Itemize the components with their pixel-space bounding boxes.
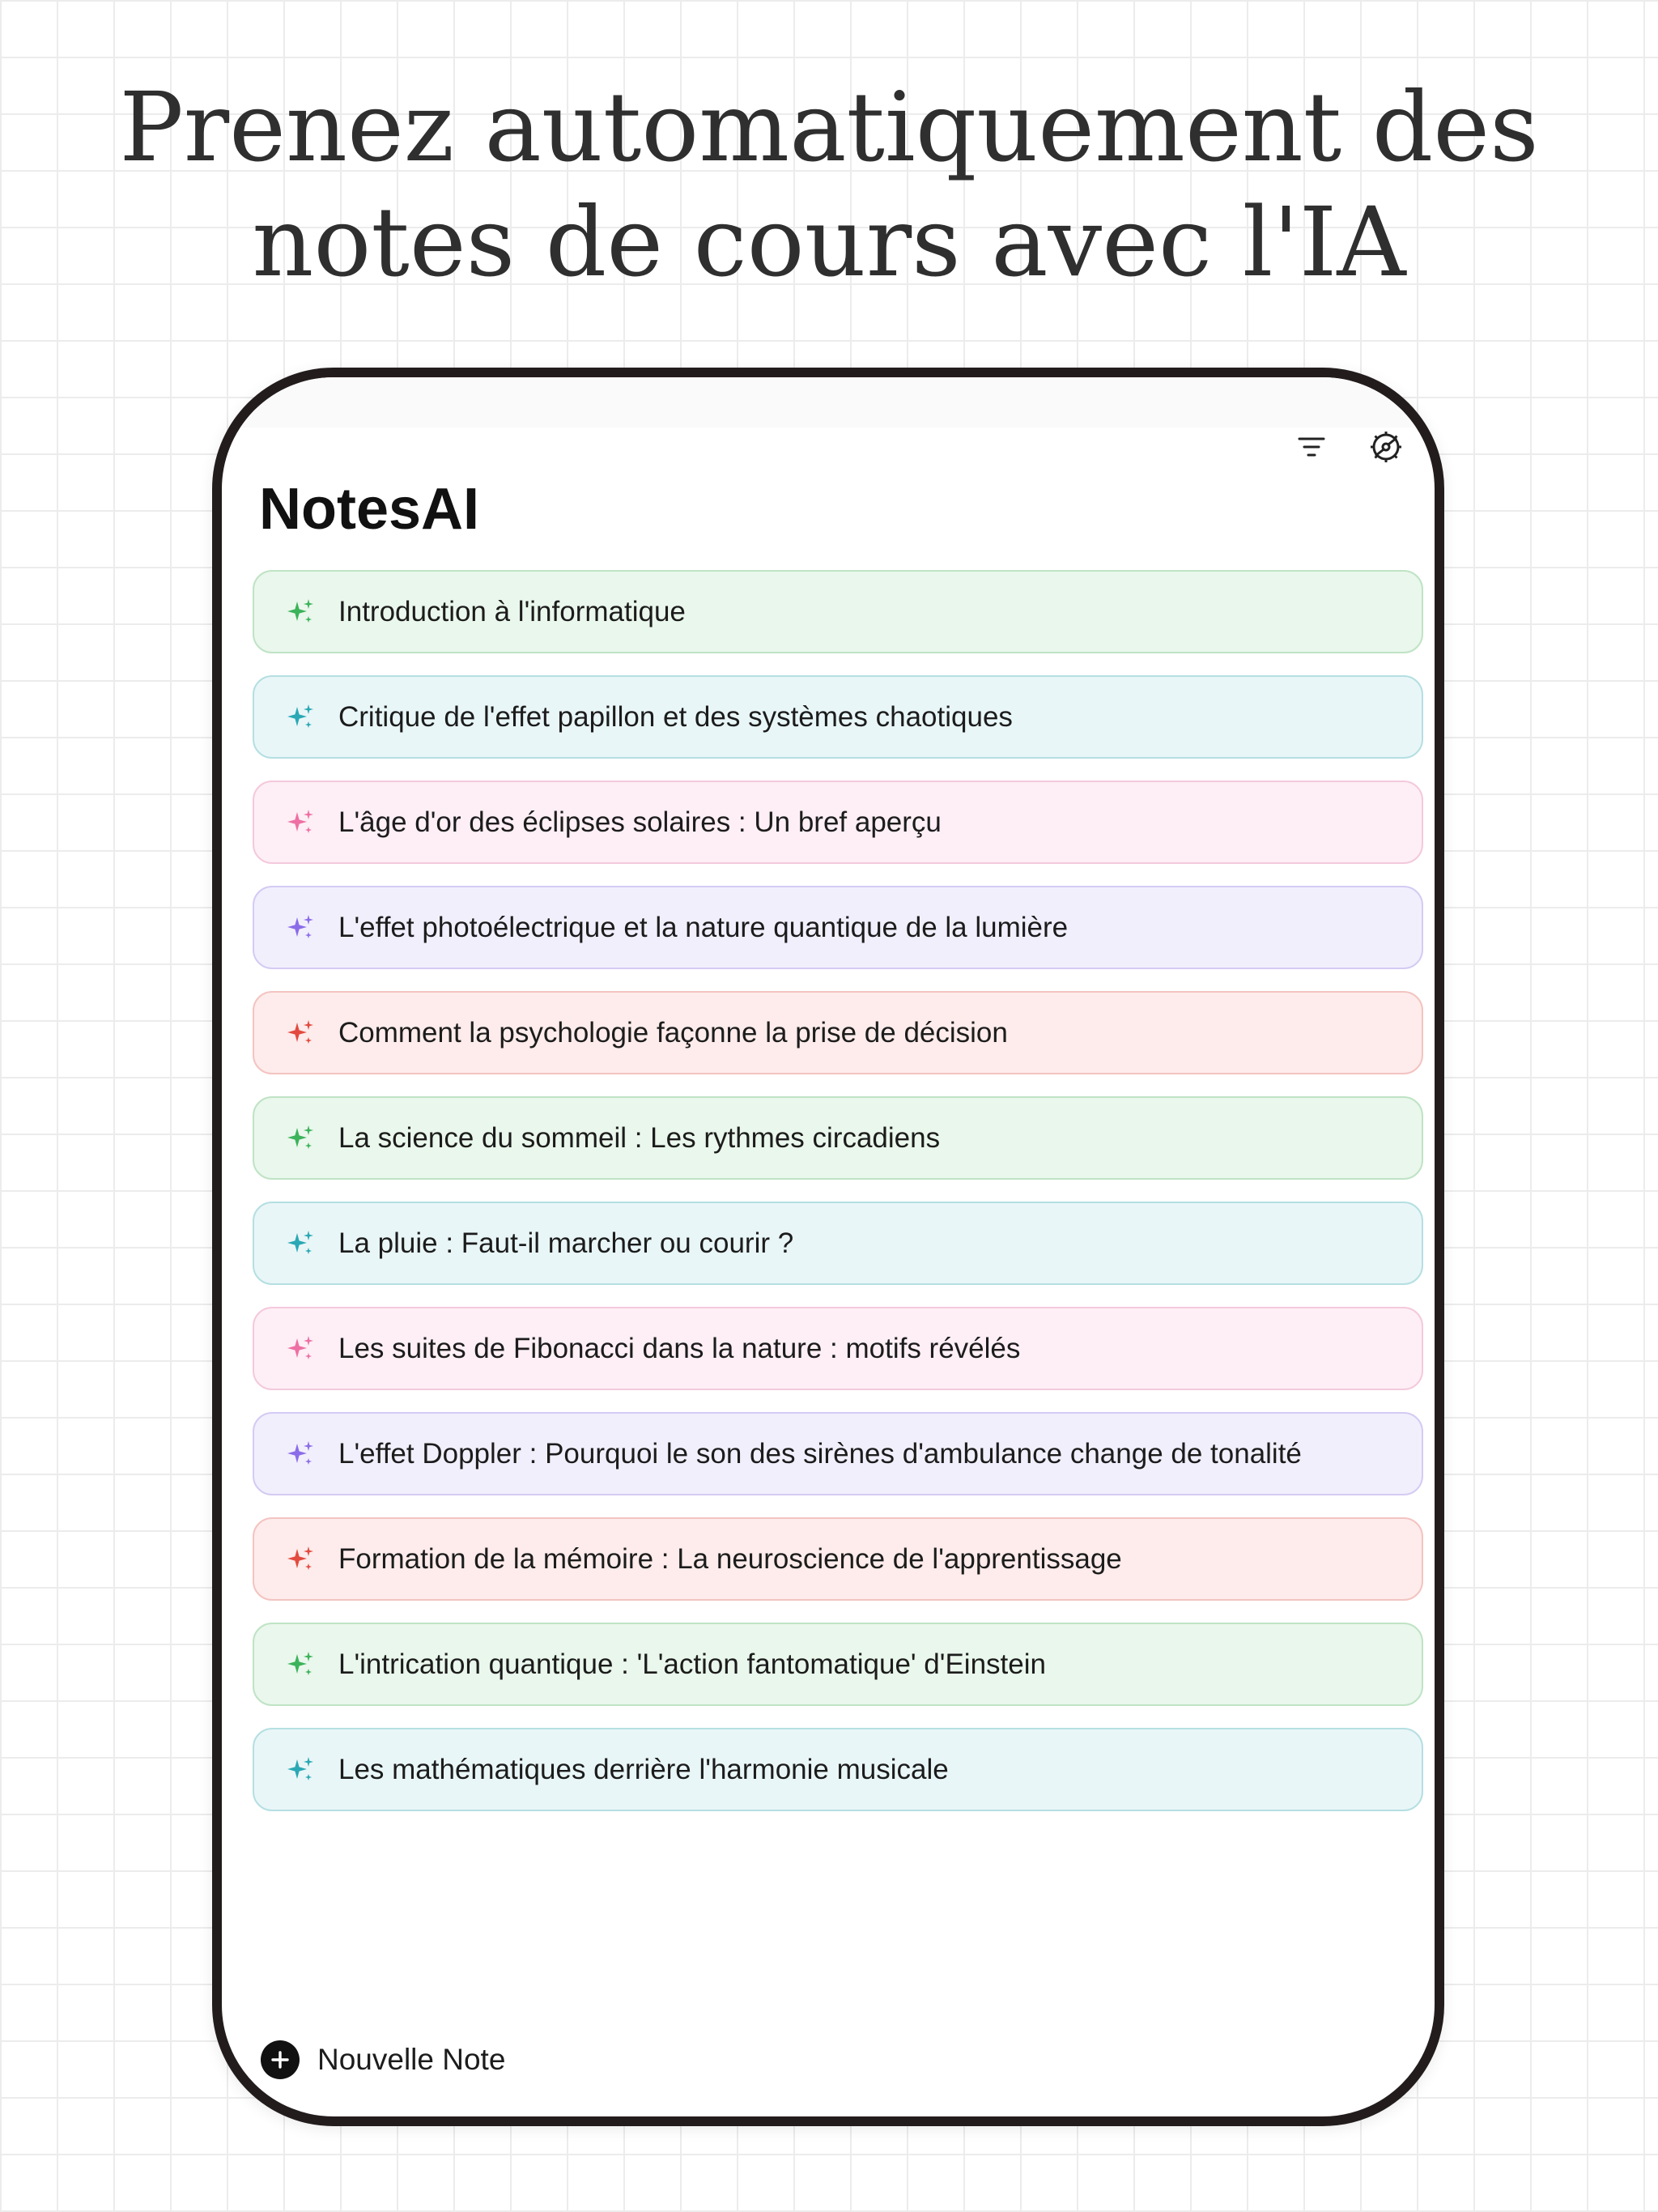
note-title: Critique de l'effet papillon et des systèmes chaotiques [338,700,1013,733]
gear-icon [1368,429,1404,465]
note-item[interactable] [253,1202,1423,1285]
note-title: L'effet Doppler : Pourquoi le son des sirènes d'ambulance change de tonalité [338,1437,1302,1470]
headline-line-1: Prenez automatiquement des [119,71,1539,183]
settings-button[interactable] [1363,424,1409,470]
sparkle-icon [285,1123,316,1154]
note-title: La pluie : Faut-il marcher ou courir ? [338,1227,794,1259]
marketing-headline [0,70,1658,300]
note-title: L'âge d'or des éclipses solaires : Un bref aperçu [338,806,942,838]
app-title: NotesAI [259,477,480,542]
tablet-frame [212,368,1444,2126]
sparkle-icon [285,807,316,838]
sparkle-icon [285,1439,316,1470]
note-title: L'effet photoélectrique et la nature quantique de la lumière [338,911,1069,943]
plus-circle-icon [261,2040,300,2079]
note-item[interactable] [253,991,1423,1074]
note-title: La science du sommeil : Les rythmes circadiens [338,1121,941,1154]
note-title: Introduction à l'informatique [338,595,686,627]
note-item[interactable] [253,886,1423,969]
sparkle-icon [285,1018,316,1049]
filter-button[interactable] [1289,424,1334,470]
toolbar [1289,424,1409,470]
note-title: Les mathématiques derrière l'harmonie musicale [338,1753,949,1785]
status-bar [222,377,1435,428]
notes-list [253,570,1423,1833]
sparkle-icon [285,597,316,627]
new-note-label: Nouvelle Note [317,2043,506,2076]
filter-icon [1298,436,1325,458]
sparkle-icon [285,1649,316,1680]
note-item[interactable] [253,1728,1423,1811]
note-title: L'intrication quantique : 'L'action fantomatique' d'Einstein [338,1648,1046,1680]
sparkle-icon [285,1755,316,1785]
note-item[interactable] [253,1517,1423,1601]
note-item[interactable] [253,1412,1423,1495]
note-item[interactable] [253,675,1423,759]
note-title: Comment la psychologie façonne la prise de décision [338,1016,1008,1049]
note-item[interactable] [253,570,1423,653]
note-item[interactable] [253,781,1423,864]
sparkle-icon [285,1334,316,1364]
sparkle-icon [285,1228,316,1259]
note-item[interactable] [253,1096,1423,1180]
note-item[interactable] [253,1307,1423,1390]
sparkle-icon [285,1544,316,1575]
headline-line-2: notes de cours avec l'IA [252,186,1406,298]
note-item[interactable] [253,1623,1423,1706]
sparkle-icon [285,702,316,733]
note-title: Formation de la mémoire : La neuroscience de l'apprentissage [338,1542,1122,1575]
sparkle-icon [285,912,316,943]
note-title: Les suites de Fibonacci dans la nature : motifs révélés [338,1332,1021,1364]
new-note-button[interactable] [261,2040,505,2079]
